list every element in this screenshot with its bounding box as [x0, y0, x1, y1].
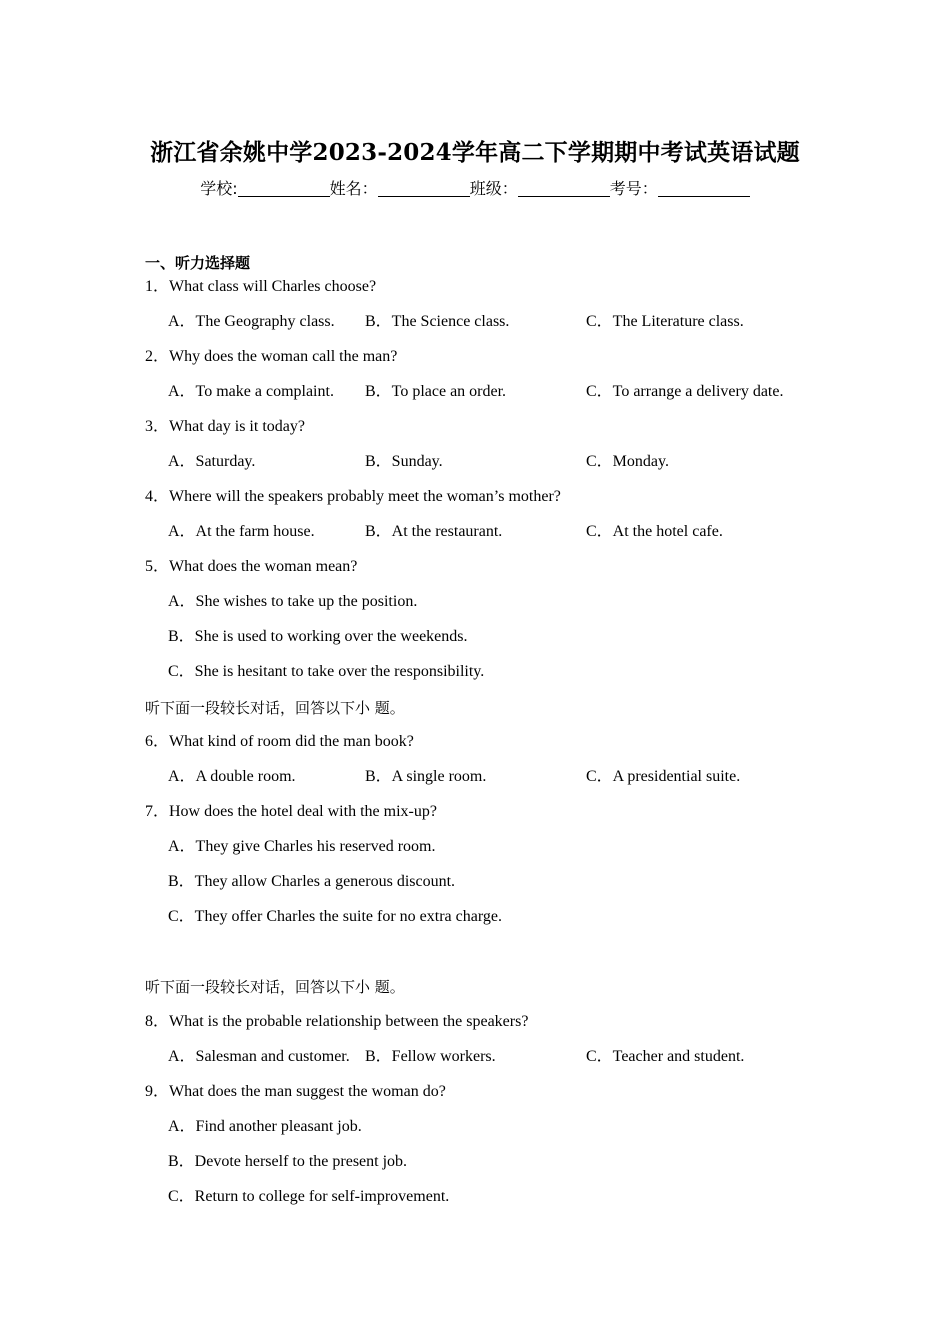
section-heading: 一、听力选择题: [145, 254, 251, 272]
question-1-option-b: B．The Science class.: [365, 313, 510, 330]
question-8-option-a: A．Salesman and customer.: [168, 1048, 350, 1065]
school-blank[interactable]: [238, 180, 330, 197]
question-3-option-c: C．Monday.: [586, 453, 669, 470]
dialogue-instruction: 听下面一段较长对话，回答以下小 题。: [145, 699, 405, 717]
question-1-option-c: C．The Literature class.: [586, 313, 744, 330]
class-blank[interactable]: [518, 180, 610, 197]
question-5-stem: 5．What does the woman mean?: [145, 558, 358, 575]
question-5-option-b: B．She is used to working over the weekends.: [168, 628, 468, 645]
school-label: 学校:: [200, 179, 238, 198]
question-2-option-b: B．To place an order.: [365, 383, 507, 400]
name-label: 姓名：: [329, 179, 378, 198]
question-1-stem: 1．What class will Charles choose?: [145, 278, 377, 295]
question-8-option-c: C．Teacher and student.: [586, 1048, 745, 1065]
question-9-option-b: B．Devote herself to the present job.: [168, 1153, 408, 1170]
question-7-option-a: A．They give Charles his reserved room.: [168, 838, 436, 855]
question-9-option-a: A．Find another pleasant job.: [168, 1118, 362, 1135]
question-5-option-a: A．She wishes to take up the position.: [168, 593, 418, 610]
question-6-option-a: A．A double room.: [168, 768, 296, 785]
question-6-option-c: C．A presidential suite.: [586, 768, 741, 785]
question-4-option-c: C．At the hotel cafe.: [586, 523, 723, 540]
question-2-option-c: C．To arrange a delivery date.: [586, 383, 784, 400]
question-1-option-a: A．The Geography class.: [168, 313, 335, 330]
name-blank[interactable]: [378, 180, 470, 197]
question-4-option-b: B．At the restaurant.: [365, 523, 503, 540]
student-info-line: [0, 176, 950, 199]
question-4-stem: 4．Where will the speakers probably meet the woman’s mother?: [145, 488, 561, 505]
question-3-stem: 3．What day is it today?: [145, 418, 305, 435]
id-label: 考号：: [609, 179, 658, 198]
question-3-option-b: B．Sunday.: [365, 453, 443, 470]
question-7-stem: 7．How does the hotel deal with the mix-up?: [145, 803, 437, 820]
question-7-option-b: B．They allow Charles a generous discount.: [168, 873, 456, 890]
page-title: 浙江省余姚中学2023-2024学年高二下学期期中考试英语试题: [150, 139, 800, 166]
class-label: 班级：: [469, 179, 518, 198]
question-9-option-c: C．Return to college for self-improvement.: [168, 1188, 450, 1205]
question-8-stem: 8．What is the probable relationship between the speakers?: [145, 1013, 529, 1030]
question-8-option-b: B．Fellow workers.: [365, 1048, 496, 1065]
question-6-option-b: B．A single room.: [365, 768, 487, 785]
question-5-option-c: C．She is hesitant to take over the responsibility.: [168, 663, 485, 680]
question-6-stem: 6．What kind of room did the man book?: [145, 733, 414, 750]
dialogue-instruction-2: 听下面一段较长对话，回答以下小 题。: [145, 978, 405, 996]
question-7-option-c: C．They offer Charles the suite for no extra charge.: [168, 908, 502, 925]
id-blank[interactable]: [658, 180, 750, 197]
question-2-option-a: A．To make a complaint.: [168, 383, 334, 400]
question-9-stem: 9．What does the man suggest the woman do?: [145, 1083, 446, 1100]
question-4-option-a: A．At the farm house.: [168, 523, 315, 540]
question-2-stem: 2．Why does the woman call the man?: [145, 348, 398, 365]
question-3-option-a: A．Saturday.: [168, 453, 256, 470]
